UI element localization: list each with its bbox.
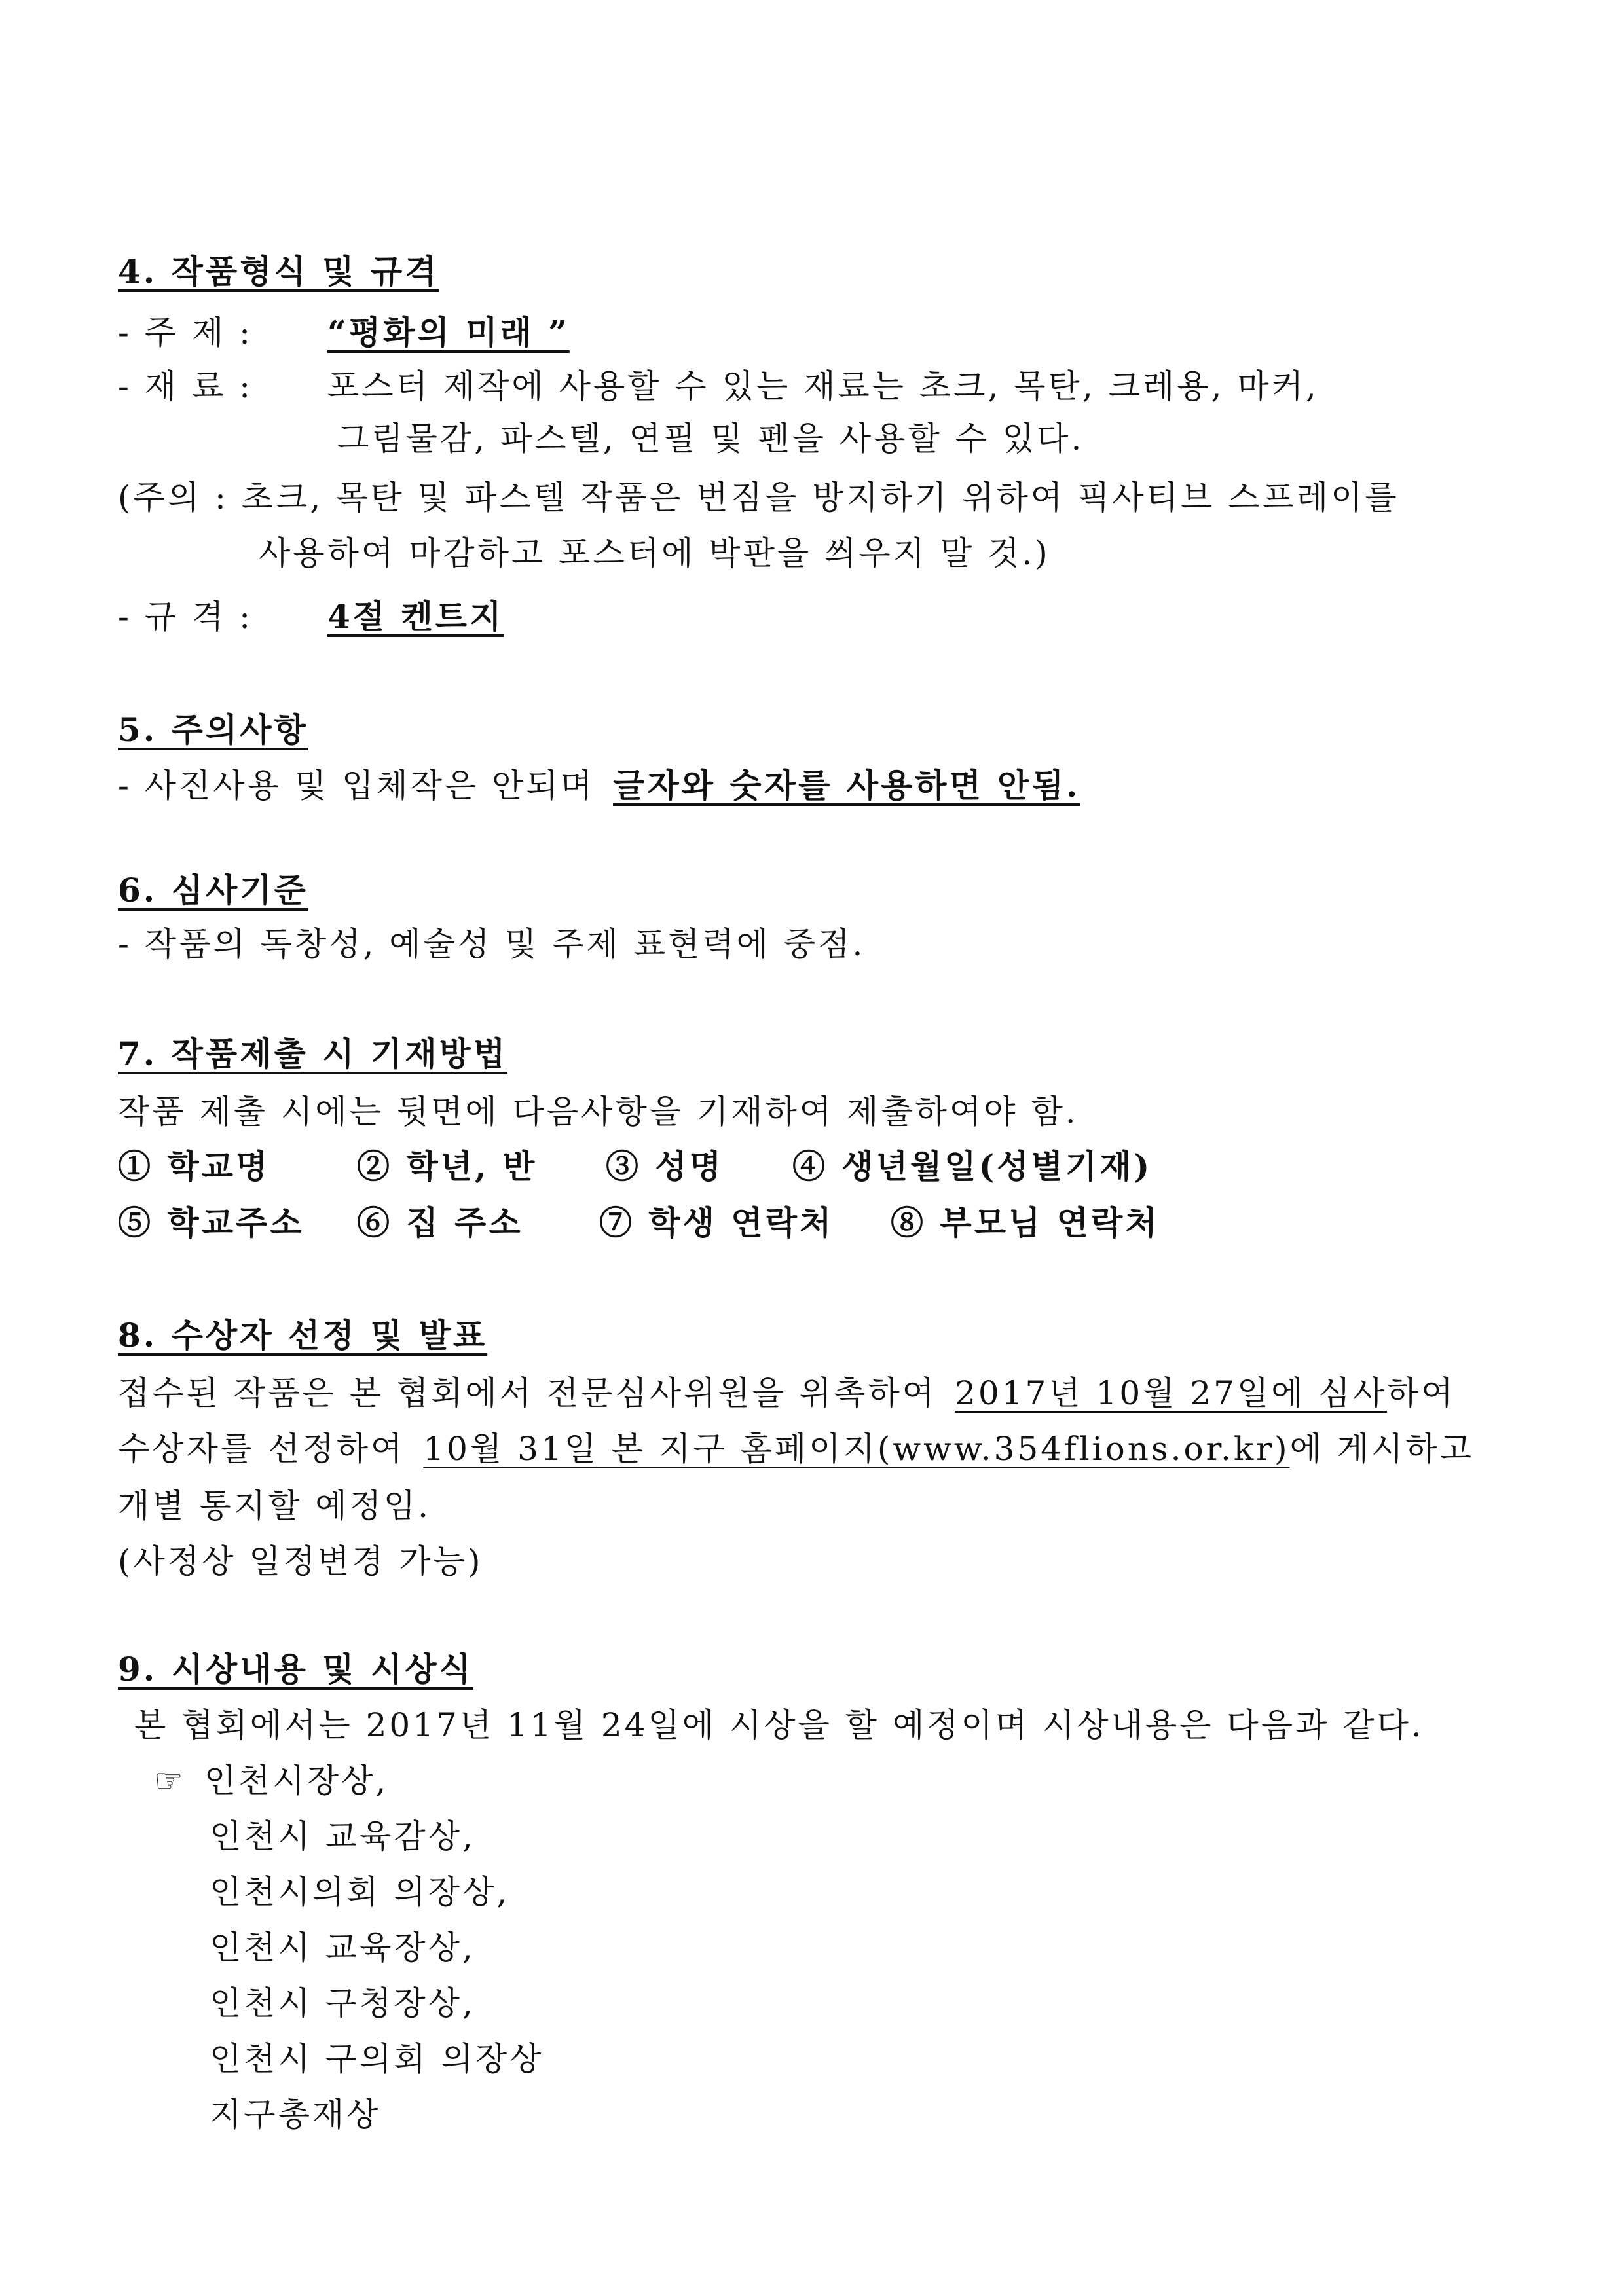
note-line-2: 사용하여 마감하고 포스터에 박판을 씌우지 말 것.) <box>259 534 1050 572</box>
award-item: 인천시의회 의장상, <box>210 1873 510 1911</box>
announcement-date-website: 10월 31일 본 지구 홈페이지(www.354flions.or.kr) <box>423 1430 1290 1468</box>
material-row <box>118 367 1319 406</box>
section-7-intro: 작품 제출 시에는 뒷면에 다음사항을 기재하여 제출하여야 함. <box>118 1093 1079 1131</box>
award-item: 인천시장상, <box>204 1762 389 1800</box>
submission-item: ⑥ 집 주소 <box>357 1203 523 1242</box>
section-8-line-1 <box>118 1374 1456 1413</box>
submission-item: ③ 성명 <box>606 1147 724 1186</box>
award-item: 인천시 구청장상, <box>210 1984 475 2022</box>
section-5-heading: 5. 주의사항 <box>118 710 308 749</box>
size-label: - 규 격 : <box>118 598 253 636</box>
section-8-heading: 8. 수상자 선정 및 발표 <box>118 1316 488 1355</box>
submission-item: ④ 생년월일(성별기재) <box>792 1147 1153 1186</box>
theme-label: - 주 제 : <box>118 314 253 352</box>
submission-item: ⑤ 학교주소 <box>118 1203 304 1242</box>
size-row <box>118 597 504 636</box>
award-item: 지구총재상 <box>210 2096 381 2134</box>
award-row-first <box>154 1761 388 1800</box>
material-line-1: 포스터 제작에 사용할 수 있는 재료는 초크, 목탄, 크레용, 마커, <box>327 367 1319 405</box>
caution-text: - 사진사용 및 입체작은 안되며 <box>118 767 595 805</box>
note-line-1: (주의 : 초크, 목탄 및 파스텔 작품은 번짐을 방지하기 위하여 픽사티브 스프레이를 <box>118 479 1399 517</box>
section-6-heading: 6. 심사기준 <box>118 871 308 909</box>
award-item: 인천시 교육장상, <box>210 1929 475 1967</box>
section-5-text <box>118 766 1080 805</box>
announcement-text: 에 게시하고 <box>1289 1430 1474 1468</box>
theme-value: “평화의 미래 ” <box>327 313 570 352</box>
section-8-line-2 <box>118 1429 1474 1468</box>
review-date: 2017년 10월 27일에 심사 <box>955 1374 1388 1412</box>
award-item: 인천시 교육감상, <box>210 1817 475 1855</box>
award-item: 인천시 구의회 의장상 <box>210 2040 544 2078</box>
section-9-intro: 본 협회에서는 2017년 11월 24일에 시상을 할 예정이며 시상내용은 다음과 같다. <box>134 1706 1424 1744</box>
material-line-2: 그림물감, 파스텔, 연필 및 펜을 사용할 수 있다. <box>337 420 1084 458</box>
submission-item: ② 학년, 반 <box>357 1147 538 1186</box>
submission-item: ⑦ 학생 연락처 <box>599 1203 834 1242</box>
submission-item: ⑧ 부모님 연락처 <box>891 1203 1160 1242</box>
announcement-text: 접수된 작품은 본 협회에서 전문심사위원을 위촉하여 <box>118 1374 937 1412</box>
submission-item: ① 학교명 <box>118 1147 270 1186</box>
pointing-hand-icon: ☞ <box>154 1762 186 1800</box>
theme-row <box>118 313 570 352</box>
section-8-line-4: (사정상 일정변경 가능) <box>118 1542 483 1580</box>
announcement-text: 수상자를 선정하여 <box>118 1430 405 1468</box>
section-6-text: - 작품의 독창성, 예술성 및 주제 표현력에 중점. <box>118 925 866 963</box>
announcement-text: 하여 <box>1387 1374 1456 1412</box>
section-7-heading: 7. 작품제출 시 기재방법 <box>118 1034 508 1073</box>
size-value: 4절 켄트지 <box>327 597 504 636</box>
section-8-line-3: 개별 통지할 예정임. <box>118 1487 432 1525</box>
caution-emphasis: 글자와 숫자를 사용하면 안됨. <box>613 766 1080 805</box>
material-label: - 재 료 : <box>118 367 253 405</box>
section-9-heading: 9. 시상내용 및 시상식 <box>118 1650 473 1688</box>
section-4-heading: 4. 작품형식 및 규격 <box>118 252 439 291</box>
